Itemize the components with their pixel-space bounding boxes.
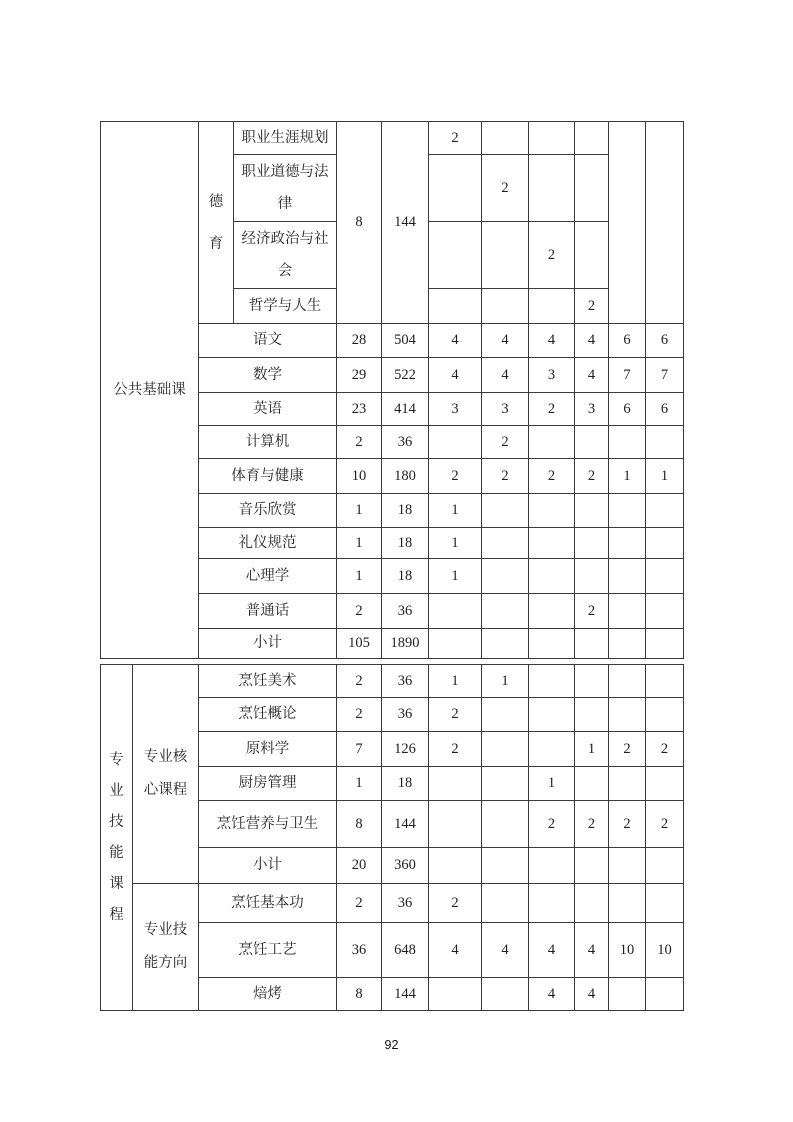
total-hours-cell: 36 [382, 884, 429, 923]
semester-hours-cell [429, 978, 482, 1011]
semester-hours-cell [646, 122, 684, 324]
semester-hours-cell: 6 [609, 324, 646, 358]
subtotal-label-cell: 小计 [199, 629, 337, 659]
course-name-cell: 烹饪营养与卫生 [199, 801, 337, 848]
subcategory-cell-moral-education [199, 122, 234, 324]
course-name-cell: 烹饪美术 [199, 665, 337, 698]
semester-hours-cell: 2 [529, 459, 575, 494]
semester-hours-cell [646, 767, 684, 801]
semester-hours-cell [429, 155, 482, 222]
semester-hours-cell: 1 [429, 528, 482, 559]
total-hours-cell: 504 [382, 324, 429, 358]
credits-cell: 8 [337, 801, 382, 848]
semester-hours-cell: 2 [429, 732, 482, 767]
total-hours-cell: 648 [382, 923, 429, 978]
semester-hours-cell [575, 848, 609, 884]
semester-hours-cell [575, 528, 609, 559]
course-name-cell: 数学 [199, 358, 337, 393]
semester-hours-cell: 2 [482, 155, 529, 222]
semester-hours-cell [482, 594, 529, 629]
semester-hours-cell [482, 222, 529, 289]
semester-hours-cell: 2 [575, 801, 609, 848]
semester-hours-cell [646, 528, 684, 559]
category-label: 专业技能课程 [109, 751, 124, 923]
semester-hours-cell: 4 [575, 324, 609, 358]
semester-hours-cell [609, 884, 646, 923]
semester-hours-cell [646, 884, 684, 923]
semester-hours-cell: 2 [646, 801, 684, 848]
semester-hours-cell [646, 494, 684, 528]
semester-hours-cell [482, 559, 529, 594]
semester-hours-cell [646, 559, 684, 594]
total-hours-cell: 36 [382, 698, 429, 732]
semester-hours-cell: 1 [429, 494, 482, 528]
course-name-cell [234, 222, 337, 289]
credits-cell: 28 [337, 324, 382, 358]
course-name-cell: 体育与健康 [199, 459, 337, 494]
semester-hours-cell: 2 [482, 459, 529, 494]
semester-hours-cell [529, 732, 575, 767]
total-hours-cell: 180 [382, 459, 429, 494]
semester-hours-cell: 2 [575, 594, 609, 629]
semester-hours-cell [482, 732, 529, 767]
semester-hours-cell: 1 [429, 665, 482, 698]
semester-hours-cell [529, 884, 575, 923]
semester-hours-cell: 2 [609, 732, 646, 767]
semester-hours-cell [575, 884, 609, 923]
semester-hours-cell: 4 [529, 978, 575, 1011]
semester-hours-cell: 10 [609, 923, 646, 978]
course-name-cell: 普通话 [199, 594, 337, 629]
semester-hours-cell: 3 [482, 393, 529, 426]
total-hours-cell: 522 [382, 358, 429, 393]
credits-cell: 2 [337, 665, 382, 698]
semester-hours-cell [575, 559, 609, 594]
semester-hours-cell: 1 [529, 767, 575, 801]
credits-cell: 2 [337, 594, 382, 629]
semester-hours-cell: 4 [429, 358, 482, 393]
semester-hours-cell [609, 122, 646, 324]
course-name-cell: 语文 [199, 324, 337, 358]
semester-hours-cell: 4 [575, 978, 609, 1011]
course-name-label: 职业道德与法律 [241, 164, 329, 212]
semester-hours-cell [482, 289, 529, 324]
course-name-cell: 焙烤 [199, 978, 337, 1011]
semester-hours-cell [529, 559, 575, 594]
semester-hours-cell: 2 [575, 459, 609, 494]
semester-hours-cell: 7 [646, 358, 684, 393]
course-name-cell: 原料学 [199, 732, 337, 767]
semester-hours-cell [482, 122, 529, 155]
semester-hours-cell [429, 629, 482, 659]
total-hours-cell: 126 [382, 732, 429, 767]
course-name-cell: 职业生涯规划 [234, 122, 337, 155]
course-name-cell: 心理学 [199, 559, 337, 594]
semester-hours-cell [575, 698, 609, 732]
total-hours-cell: 18 [382, 494, 429, 528]
semester-hours-cell [482, 848, 529, 884]
semester-hours-cell: 2 [609, 801, 646, 848]
semester-hours-cell [429, 222, 482, 289]
semester-hours-cell [575, 222, 609, 289]
semester-hours-cell [609, 698, 646, 732]
semester-hours-cell [482, 801, 529, 848]
table-row [101, 665, 684, 698]
semester-hours-cell [529, 665, 575, 698]
semester-hours-cell [429, 289, 482, 324]
semester-hours-cell: 4 [482, 358, 529, 393]
semester-hours-cell [609, 528, 646, 559]
subcategory-label: 专业核心课程 [143, 749, 188, 798]
semester-hours-cell: 4 [529, 324, 575, 358]
subcategory-label: 德育 [208, 193, 224, 252]
total-hours-cell: 18 [382, 559, 429, 594]
course-name-cell: 烹饪工艺 [199, 923, 337, 978]
semester-hours-cell: 2 [429, 884, 482, 923]
semester-hours-cell [646, 848, 684, 884]
semester-hours-cell: 2 [529, 222, 575, 289]
semester-hours-cell [429, 594, 482, 629]
total-hours-cell: 360 [382, 848, 429, 884]
semester-hours-cell: 4 [482, 324, 529, 358]
semester-hours-cell: 2 [529, 393, 575, 426]
course-name-cell: 英语 [199, 393, 337, 426]
semester-hours-cell [646, 978, 684, 1011]
course-name-cell: 音乐欣赏 [199, 494, 337, 528]
course-name-cell: 烹饪基本功 [199, 884, 337, 923]
course-name-label: 经济政治与社会 [241, 231, 329, 279]
semester-hours-cell [482, 767, 529, 801]
category-cell-public-basic: 公共基础课 [101, 122, 199, 659]
semester-hours-cell [529, 426, 575, 459]
course-name-cell [234, 155, 337, 222]
total-hours-cell: 144 [382, 801, 429, 848]
semester-hours-cell [575, 494, 609, 528]
table-row [101, 122, 684, 155]
subcategory-cell-core-courses [133, 665, 199, 884]
credits-cell: 29 [337, 358, 382, 393]
semester-hours-cell [609, 848, 646, 884]
semester-hours-cell [429, 848, 482, 884]
semester-hours-cell [429, 426, 482, 459]
credits-cell: 2 [337, 884, 382, 923]
semester-hours-cell: 2 [575, 289, 609, 324]
subcategory-label: 专业技能方向 [143, 922, 188, 971]
semester-hours-cell: 3 [575, 393, 609, 426]
credits-cell: 2 [337, 426, 382, 459]
semester-hours-cell [529, 494, 575, 528]
credits-cell: 8 [337, 978, 382, 1011]
semester-hours-cell [529, 155, 575, 222]
semester-hours-cell [575, 426, 609, 459]
total-hours-cell: 18 [382, 528, 429, 559]
credits-cell: 1 [337, 767, 382, 801]
semester-hours-cell [529, 122, 575, 155]
total-hours-cell: 36 [382, 426, 429, 459]
course-name-cell: 哲学与人生 [234, 289, 337, 324]
total-hours-cell: 1890 [382, 629, 429, 659]
semester-hours-cell: 2 [482, 426, 529, 459]
semester-hours-cell [482, 978, 529, 1011]
semester-hours-cell: 4 [429, 923, 482, 978]
semester-hours-cell [482, 528, 529, 559]
course-name-cell: 计算机 [199, 426, 337, 459]
semester-hours-cell [575, 155, 609, 222]
semester-hours-cell [575, 767, 609, 801]
semester-hours-cell: 4 [575, 358, 609, 393]
semester-hours-cell [609, 559, 646, 594]
course-name-cell: 烹饪概论 [199, 698, 337, 732]
credits-cell: 36 [337, 923, 382, 978]
semester-hours-cell [609, 767, 646, 801]
semester-hours-cell [482, 629, 529, 659]
semester-hours-cell: 1 [609, 459, 646, 494]
subtotal-label-cell: 小计 [199, 848, 337, 884]
category-cell-professional-skills [101, 665, 133, 1011]
course-name-cell: 礼仪规范 [199, 528, 337, 559]
semester-hours-cell [575, 665, 609, 698]
credits-cell: 105 [337, 629, 382, 659]
credits-cell: 1 [337, 528, 382, 559]
semester-hours-cell [646, 698, 684, 732]
semester-hours-cell [646, 665, 684, 698]
semester-hours-cell [609, 594, 646, 629]
semester-hours-cell [482, 884, 529, 923]
credits-cell: 2 [337, 698, 382, 732]
semester-hours-cell: 2 [529, 801, 575, 848]
semester-hours-cell: 4 [575, 923, 609, 978]
semester-hours-cell [575, 629, 609, 659]
credits-cell: 10 [337, 459, 382, 494]
semester-hours-cell: 6 [646, 324, 684, 358]
semester-hours-cell: 7 [609, 358, 646, 393]
semester-hours-cell [429, 801, 482, 848]
semester-hours-cell [646, 629, 684, 659]
semester-hours-cell [609, 426, 646, 459]
total-hours-cell: 144 [382, 122, 429, 324]
total-hours-cell: 414 [382, 393, 429, 426]
total-hours-cell: 144 [382, 978, 429, 1011]
semester-hours-cell: 1 [646, 459, 684, 494]
semester-hours-cell: 2 [429, 698, 482, 732]
credits-cell: 20 [337, 848, 382, 884]
page-number: 92 [384, 1038, 399, 1052]
semester-hours-cell [609, 629, 646, 659]
semester-hours-cell [609, 978, 646, 1011]
semester-hours-cell: 6 [646, 393, 684, 426]
semester-hours-cell [529, 289, 575, 324]
credits-cell: 7 [337, 732, 382, 767]
total-hours-cell: 36 [382, 665, 429, 698]
semester-hours-cell: 2 [429, 459, 482, 494]
semester-hours-cell [529, 848, 575, 884]
semester-hours-cell: 3 [529, 358, 575, 393]
semester-hours-cell: 1 [482, 665, 529, 698]
semester-hours-cell: 4 [482, 923, 529, 978]
course-name-cell: 厨房管理 [199, 767, 337, 801]
subcategory-cell-skill-direction [133, 884, 199, 1011]
curriculum-table-professional-skills [100, 664, 684, 1011]
semester-hours-cell: 4 [429, 324, 482, 358]
semester-hours-cell [575, 122, 609, 155]
curriculum-table-public-basic [100, 121, 684, 659]
total-hours-cell: 36 [382, 594, 429, 629]
semester-hours-cell [646, 426, 684, 459]
total-hours-cell: 18 [382, 767, 429, 801]
semester-hours-cell [482, 698, 529, 732]
semester-hours-cell: 1 [429, 559, 482, 594]
semester-hours-cell: 2 [646, 732, 684, 767]
semester-hours-cell: 2 [429, 122, 482, 155]
semester-hours-cell [529, 629, 575, 659]
semester-hours-cell [482, 494, 529, 528]
semester-hours-cell: 3 [429, 393, 482, 426]
credits-cell: 8 [337, 122, 382, 324]
semester-hours-cell [529, 698, 575, 732]
semester-hours-cell: 4 [529, 923, 575, 978]
semester-hours-cell: 10 [646, 923, 684, 978]
semester-hours-cell [646, 594, 684, 629]
table-row [101, 884, 684, 923]
semester-hours-cell [529, 528, 575, 559]
semester-hours-cell [429, 767, 482, 801]
credits-cell: 1 [337, 559, 382, 594]
credits-cell: 23 [337, 393, 382, 426]
semester-hours-cell [529, 594, 575, 629]
semester-hours-cell [609, 665, 646, 698]
semester-hours-cell: 1 [575, 732, 609, 767]
semester-hours-cell: 6 [609, 393, 646, 426]
semester-hours-cell [609, 494, 646, 528]
credits-cell: 1 [337, 494, 382, 528]
